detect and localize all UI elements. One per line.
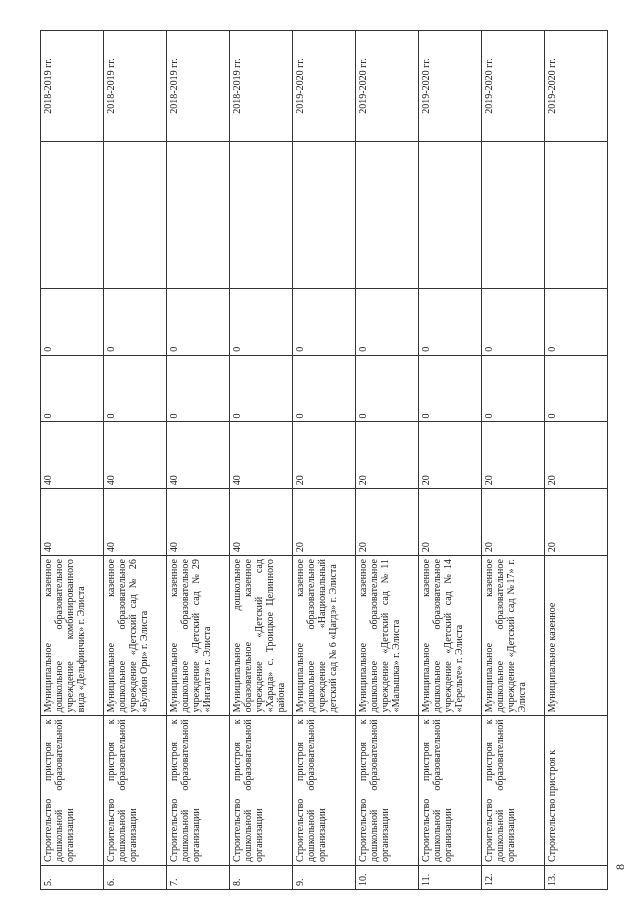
value-cell-3: 0: [230, 355, 293, 422]
value-cell-3: 0: [104, 355, 167, 422]
row-number-cell: 9.: [293, 865, 356, 889]
row-number-cell: 10.: [356, 865, 419, 889]
row-number-cell: 8.: [230, 865, 293, 889]
empty-cell: [293, 142, 356, 289]
places-new-cell: 20: [293, 422, 356, 489]
project-name-cell: Строительство пристроя к дошкольной образовательной организации: [293, 716, 356, 866]
page-number: 8: [613, 864, 627, 870]
places-new-cell: 20: [545, 422, 608, 489]
organization-cell: Муниципальное казенное дошкольное образовательное учреждение «Национальный детский сад № 6 «Цагдэ» г. Элиста: [293, 556, 356, 716]
value-cell-4: 0: [356, 288, 419, 355]
places-total-cell: 20: [356, 489, 419, 556]
places-new-cell: 20: [356, 422, 419, 489]
table-row: [167, 31, 230, 890]
period-cell: 2019-2020 гг.: [419, 31, 482, 142]
empty-cell: [356, 142, 419, 289]
empty-cell: [167, 142, 230, 289]
table-row: [41, 31, 104, 890]
table-row: [545, 31, 608, 890]
value-cell-3: 0: [167, 355, 230, 422]
row-number-cell: 13.: [545, 865, 608, 889]
places-total-cell: 20: [293, 489, 356, 556]
period-cell: 2018-2019 гг.: [104, 31, 167, 142]
period-cell: 2019-2020 гг.: [356, 31, 419, 142]
project-name-cell: Строительство пристроя к дошкольной образовательной организации: [104, 716, 167, 866]
period-cell: 2019-2020 гг.: [293, 31, 356, 142]
places-total-cell: 20: [419, 489, 482, 556]
value-cell-4: 0: [104, 288, 167, 355]
project-name-cell: Строительство пристроя к дошкольной образовательной организации: [419, 716, 482, 866]
value-cell-4: 0: [41, 288, 104, 355]
empty-cell: [104, 142, 167, 289]
places-total-cell: 40: [167, 489, 230, 556]
value-cell-3: 0: [419, 355, 482, 422]
organization-cell: Муниципальное казенное дошкольное образовательное учреждение комбинированного вида «Дельфинчик» г. Элиста: [41, 556, 104, 716]
value-cell-4: 0: [545, 288, 608, 355]
period-cell: 2019-2020 гг.: [482, 31, 545, 142]
empty-cell: [419, 142, 482, 289]
value-cell-4: 0: [167, 288, 230, 355]
value-cell-4: 0: [293, 288, 356, 355]
project-name-cell: Строительство пристроя к дошкольной образовательной организации: [230, 716, 293, 866]
places-new-cell: 40: [104, 422, 167, 489]
row-number-cell: 6.: [104, 865, 167, 889]
empty-cell: [41, 142, 104, 289]
value-cell-3: 0: [545, 355, 608, 422]
project-name-cell: Строительство пристроя к дошкольной образовательной организации: [356, 716, 419, 866]
facilities-table: [40, 30, 608, 890]
row-number-cell: 12.: [482, 865, 545, 889]
row-number-cell: 5.: [41, 865, 104, 889]
table-body: [41, 31, 608, 890]
organization-cell: Муниципальное казенное дошкольное образовательное учреждение «Детский сад №17» г. Элиста: [482, 556, 545, 716]
places-total-cell: 40: [230, 489, 293, 556]
places-total-cell: 40: [41, 489, 104, 556]
value-cell-3: 0: [482, 355, 545, 422]
table-row: [356, 31, 419, 890]
empty-cell: [230, 142, 293, 289]
organization-cell: Муниципальное казенное: [545, 556, 608, 716]
table-row: [293, 31, 356, 890]
organization-cell: Муниципальное казенное дошкольное образовательное учреждение «Детский сад №14 «Герельте» г. Элиста: [419, 556, 482, 716]
period-cell: 2019-2020 гг.: [545, 31, 608, 142]
period-cell: 2018-2019 гг.: [167, 31, 230, 142]
project-name-cell: Строительство пристроя к дошкольной образовательной организации: [167, 716, 230, 866]
places-total-cell: 20: [545, 489, 608, 556]
table-row: [482, 31, 545, 890]
project-name-cell: Строительство пристроя к дошкольной образовательной организации: [41, 716, 104, 866]
value-cell-4: 0: [230, 288, 293, 355]
places-total-cell: 40: [104, 489, 167, 556]
places-new-cell: 40: [41, 422, 104, 489]
value-cell-3: 0: [41, 355, 104, 422]
places-total-cell: 20: [482, 489, 545, 556]
table-row: [230, 31, 293, 890]
project-name-cell: Строительство пристроя к дошкольной образовательной организации: [482, 716, 545, 866]
places-new-cell: 40: [167, 422, 230, 489]
organization-cell: Муниципальное казенное дошкольное образовательное учреждение «Детский сад № 26 «Булбин Ори» г. Элиста: [104, 556, 167, 716]
places-new-cell: 40: [230, 422, 293, 489]
empty-cell: [482, 142, 545, 289]
organization-cell: Муниципальное казенное дошкольное образовательное учреждение «Детский сад №29 «Ингалтэ» г. Элиста: [167, 556, 230, 716]
period-cell: 2018-2019 гг.: [41, 31, 104, 142]
organization-cell: Муниципальное казенное дошкольное образовательное учреждение «Детский сад №11 «Малышка» г. Элиста: [356, 556, 419, 716]
empty-cell: [545, 142, 608, 289]
row-number-cell: 11.: [419, 865, 482, 889]
organization-cell: Муниципальное дошкольное образовательное казенное учреждение «Детский сад «Харада» с. Троицкое Целинного района: [230, 556, 293, 716]
places-new-cell: 20: [419, 422, 482, 489]
value-cell-3: 0: [356, 355, 419, 422]
table-row: [419, 31, 482, 890]
value-cell-3: 0: [293, 355, 356, 422]
row-number-cell: 7.: [167, 865, 230, 889]
places-new-cell: 20: [482, 422, 545, 489]
value-cell-4: 0: [482, 288, 545, 355]
project-name-cell: Строительство пристроя к: [545, 716, 608, 866]
value-cell-4: 0: [419, 288, 482, 355]
table-row: [104, 31, 167, 890]
period-cell: 2018-2019 гг.: [230, 31, 293, 142]
